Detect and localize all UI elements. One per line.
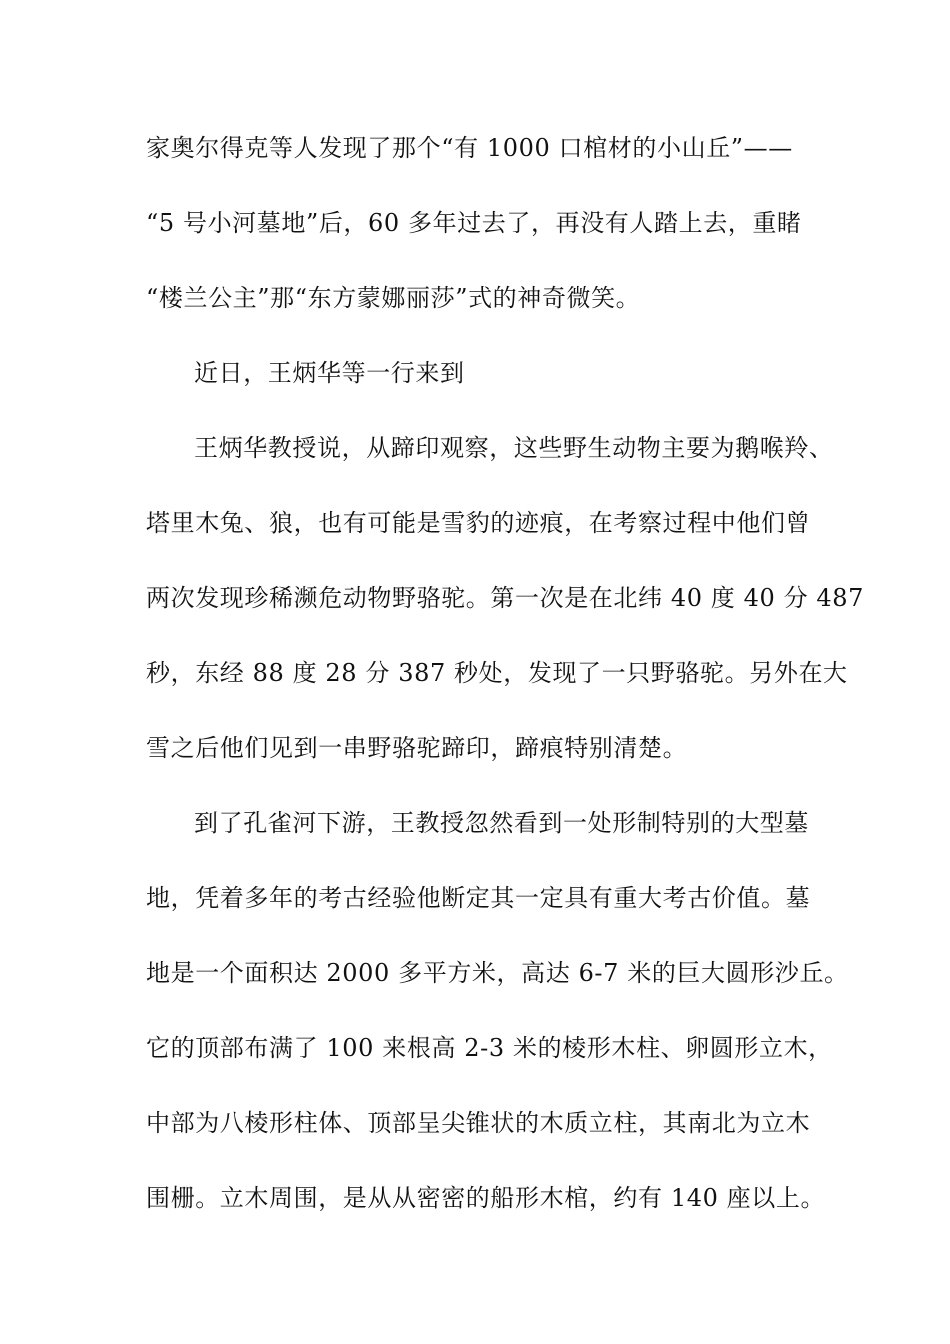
- text-line-4: 近日，王炳华等一行来到: [194, 359, 465, 387]
- text-line-15: 围栅。立木周围，是从从密密的船形木棺，约有 140 座以上。: [146, 1184, 826, 1212]
- text-line-3: “楼兰公主”那“东方蒙娜丽莎”式的神奇微笑。: [146, 284, 641, 312]
- text-line-6: 塔里木兔、狼，也有可能是雪豹的迹痕，在考察过程中他们曾: [146, 509, 811, 537]
- text-line-8: 秒，东经 88 度 28 分 387 秒处，发现了一只野骆驼。另外在大: [146, 659, 848, 687]
- text-line-12: 地是一个面积达 2000 多平方米，高达 6-7 米的巨大圆形沙丘。: [146, 959, 849, 987]
- text-line-9: 雪之后他们见到一串野骆驼蹄印，蹄痕特别清楚。: [146, 734, 688, 762]
- text-line-2: “5 号小河墓地”后，60 多年过去了，再没有人踏上去，重睹: [146, 209, 802, 237]
- text-line-10: 到了孔雀河下游，王教授忽然看到一处形制特别的大型墓: [194, 809, 809, 837]
- text-line-1: 家奥尔得克等人发现了那个“有 1000 口棺材的小山丘”——: [146, 134, 793, 162]
- text-line-14: 中部为八棱形柱体、顶部呈尖锥状的木质立柱，其南北为立木: [146, 1109, 811, 1137]
- text-line-13: 它的顶部布满了 100 来根高 2-3 米的棱形木柱、卵圆形立木，: [146, 1034, 833, 1062]
- text-line-5: 王炳华教授说，从蹄印观察，这些野生动物主要为鹅喉羚、: [194, 434, 834, 462]
- text-line-7: 两次发现珍稀濒危动物野骆驼。第一次是在北纬 40 度 40 分 487: [146, 584, 865, 612]
- text-line-11: 地，凭着多年的考古经验他断定其一定具有重大考古价值。墓: [146, 884, 811, 912]
